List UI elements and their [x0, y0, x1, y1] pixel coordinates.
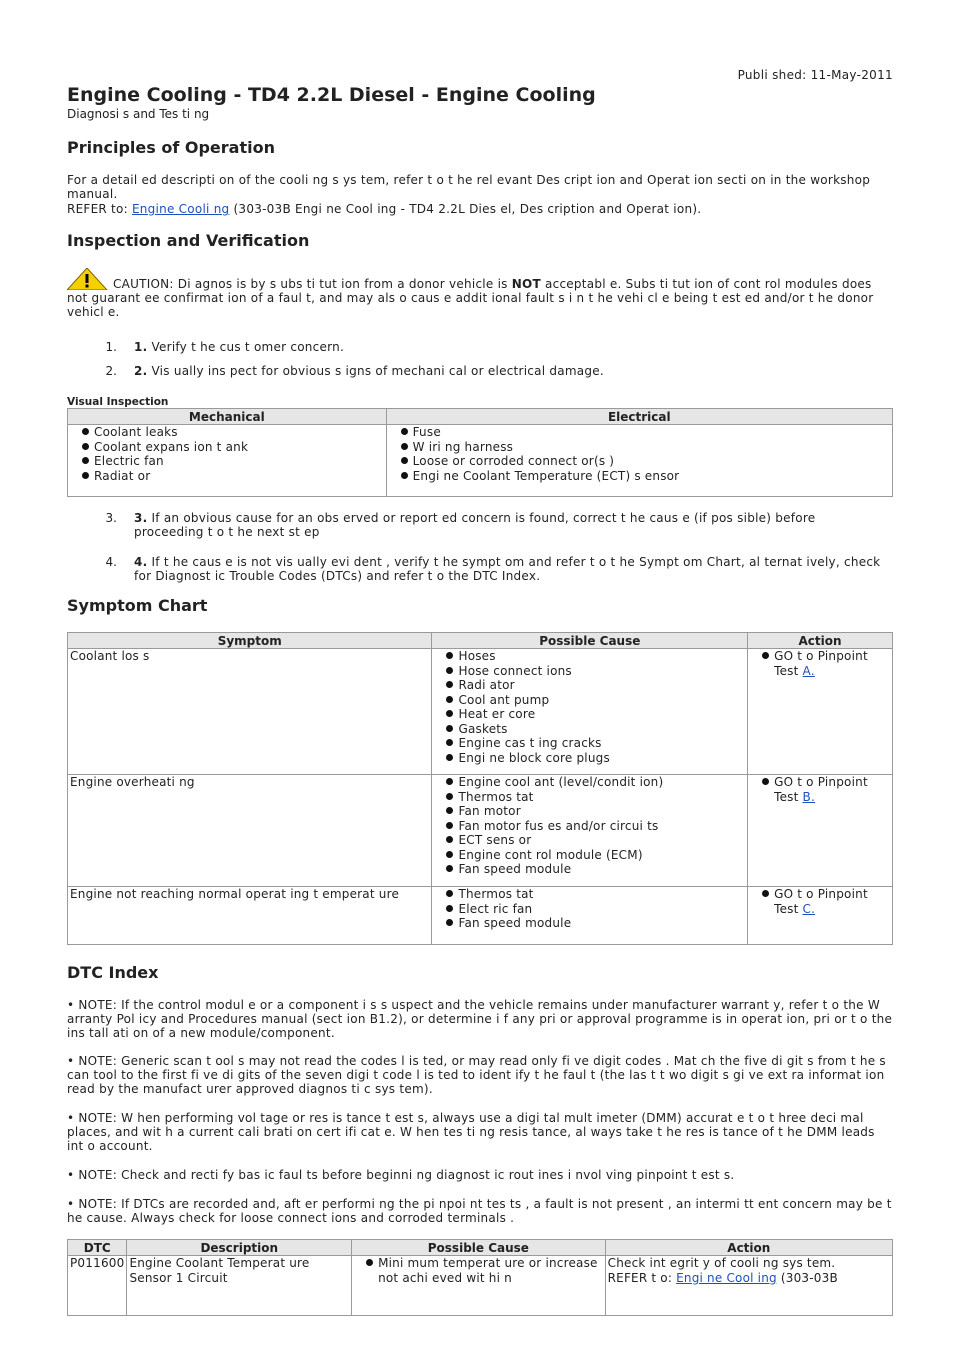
dtc-action-cell: Check int egrit y of cooli ng sys tem. REFER t o: Engi ne Cool ing (303-03B: [605, 1256, 892, 1316]
symptom-cell: Engine not reaching normal operat ing t emperat ure: [68, 887, 432, 945]
column-header: Electrical: [386, 409, 892, 425]
column-header: DTC: [68, 1240, 127, 1256]
section-principles-heading: Principles of Operation: [67, 138, 275, 157]
caution-text-a: CAUTION: Di agnos is by s ubs ti tut ion from a donor vehicle is: [113, 277, 512, 291]
table-row: [68, 775, 893, 887]
step-text: 3. If an obvious cause for an obs erved or report ed concern is found, correct t he caus e (if pos sible) before proceeding t o t he next st ep: [134, 511, 816, 539]
list-item: Engine cas t ing cracks: [432, 736, 745, 751]
visual-inspection-table: [67, 408, 893, 497]
page-subtitle: Diagnosi s and Tes ti ng: [67, 107, 210, 121]
caution-block: [67, 268, 893, 319]
dtc-code-cell: P011600: [68, 1256, 127, 1316]
list-item: Engine cont rol module (ECM): [432, 848, 745, 863]
refer-prefix: REFER to:: [67, 202, 132, 216]
column-header: Description: [127, 1240, 352, 1256]
list-item: Fan speed module: [432, 916, 745, 931]
action-cell: [748, 649, 893, 775]
column-header: Action: [748, 633, 893, 649]
list-item: Fan motor: [432, 804, 745, 819]
step-item: [67, 340, 893, 354]
table-row: [68, 887, 893, 945]
dtc-index-table: [67, 1239, 893, 1316]
action-cell: [748, 887, 893, 945]
list-item: Engi ne Coolant Temperature (ECT) s ensor: [387, 469, 890, 484]
engine-cooling-link[interactable]: Engine Cooli ng: [131, 202, 230, 216]
list-item: Heat er core: [432, 707, 745, 722]
list-item: Coolant leaks: [68, 425, 384, 440]
visual-inspection-caption: Visual Inspection: [67, 396, 169, 408]
list-item: Fan speed module: [432, 862, 745, 877]
list-item: Hoses: [432, 649, 745, 664]
dtc-description-cell: Engine Coolant Temperat ure Sensor 1 Circuit: [127, 1256, 352, 1316]
list-item: Loose or corroded connect or(s ): [387, 454, 890, 469]
note-paragraph: • NOTE: If the control modul e or a component i s s uspect and the vehicle remains under manufacturer warrant y, refer t o the W arranty Pol icy and Procedures manual (sect ion B1.2), or determine i f any pri or approval programme is in operat ion, pri or t o the ins tall ati on of a new module/component.: [67, 998, 893, 1040]
published-date: Publi shed: 11-May-2011: [737, 68, 893, 82]
cause-cell: [432, 887, 748, 945]
action-cell: [748, 775, 893, 887]
column-header: Possible Cause: [432, 633, 748, 649]
principles-refer: [67, 202, 893, 216]
column-header: Action: [605, 1240, 892, 1256]
list-item: GO t o Pinpoint Test C.: [748, 887, 890, 916]
step-number: 3.: [105, 511, 117, 525]
symptom-cell: Engine overheati ng: [68, 775, 432, 887]
pinpoint-test-c-link[interactable]: C.: [802, 901, 816, 916]
step-number: 2.: [105, 364, 117, 378]
note-paragraph: • NOTE: Generic scan t ool s may not read the codes l is ted, or may read only fi ve digit codes . Mat ch the five di git s from t he s can tool to the first fi ve di gits of the seven digi t code l is ted to ident ify t he faul t (the las t t wo digit s gi ve ext ra informat ion read by the manufact urer approved diagnos ti c sys tem).: [67, 1054, 886, 1096]
list-item: Engine cool ant (level/condit ion): [432, 775, 745, 790]
step-text: 4. If t he caus e is not vis ually evi dent , verify t he sympt om and refer t o t he Sympt om Chart, al ternat ively, check for Diagnost ic Trouble Codes (DTCs) and refer t o the DTC Index.: [134, 555, 881, 583]
list-item: Fuse: [387, 425, 890, 440]
section-symptom-heading: Symptom Chart: [67, 596, 208, 615]
section-inspection-heading: Inspection and Verification: [67, 231, 310, 250]
principles-text: For a detail ed descripti on of the cooli ng s ys tem, refer t o t he rel evant Des cript ion and Operat ion secti on in the workshop manual.: [67, 173, 871, 201]
step-number: 1.: [105, 340, 117, 354]
dtc-cause-cell: [352, 1256, 606, 1316]
symptom-chart-table: [67, 632, 893, 945]
caution-text-b: acceptabl e. Subs ti tut ion of cont rol modules does not guarant ee confirmat ion of a faul t, and may als o caus e addit ional fault s i n t he vehi cl e being t est ed and/or t he donor vehicl e.: [67, 277, 874, 319]
list-item: Mini mum temperat ure or increase not achi eved wit hi n: [352, 1256, 603, 1285]
step-text: 2. Vis ually ins pect for obvious s igns of mechani cal or electrical damage.: [134, 364, 604, 378]
mechanical-cell: [68, 425, 387, 497]
caution-not: NOT: [511, 277, 541, 291]
list-item: Electric fan: [68, 454, 384, 469]
step-text: 1. Verify t he cus t omer concern.: [134, 340, 345, 354]
table-row: [68, 649, 893, 775]
electrical-cell: [386, 425, 892, 497]
steps-list-a: [67, 340, 893, 388]
list-item: ECT sens or: [432, 833, 745, 848]
pinpoint-test-a-link[interactable]: A.: [802, 663, 815, 678]
list-item: W iri ng harness: [387, 440, 890, 455]
list-item: Cool ant pump: [432, 693, 745, 708]
list-item: Thermos tat: [432, 790, 745, 805]
list-item: Fan motor fus es and/or circui ts: [432, 819, 745, 834]
list-item: Coolant expans ion t ank: [68, 440, 384, 455]
column-header: Possible Cause: [352, 1240, 606, 1256]
note-paragraph: • NOTE: If DTCs are recorded and, aft er performi ng the pi npoi nt tes ts , a fault is not present , an intermi tt ent concern may be t he cause. Always check for loose connect ions and corroded terminals .: [67, 1197, 892, 1225]
list-item: Radi ator: [432, 678, 745, 693]
column-header: Symptom: [68, 633, 432, 649]
list-item: GO t o Pinpoint Test A.: [748, 649, 890, 678]
step-item: [67, 555, 893, 583]
cause-cell: [432, 775, 748, 887]
note-paragraph: • NOTE: W hen performing vol tage or res is tance t est s, always use a digi tal mult imeter (DMM) accurat e t o t hree deci mal places, and wit h a current cali brati on cert ifi cat e. W hen tes ti ng resis tance, al ways take t he res is tance of t he DMM leads int o account.: [67, 1111, 875, 1153]
step-number: 4.: [105, 555, 117, 569]
note-paragraph: • NOTE: Check and recti fy bas ic faul ts before beginni ng diagnost ic rout ines i nvol ving pinpoint t est s.: [67, 1168, 735, 1182]
refer-suffix: (303-03B Engi ne Cool ing - TD4 2.2L Dies el, Des cription and Operat ion).: [229, 202, 702, 216]
cause-cell: [432, 649, 748, 775]
symptom-cell: Coolant los s: [68, 649, 432, 775]
list-item: Engi ne block core plugs: [432, 751, 745, 766]
list-item: Elect ric fan: [432, 902, 745, 917]
section-dtc-heading: DTC Index: [67, 963, 159, 982]
column-header: Mechanical: [68, 409, 387, 425]
page-title: Engine Cooling - TD4 2.2L Diesel - Engine Cooling: [67, 84, 596, 106]
steps-list-b: [67, 511, 893, 593]
dtc-engine-cooling-link[interactable]: Engi ne Cool ing: [676, 1270, 777, 1285]
table-row: [68, 1256, 893, 1316]
list-item: Hose connect ions: [432, 664, 745, 679]
list-item: Gaskets: [432, 722, 745, 737]
step-item: [67, 364, 893, 378]
step-item: [67, 511, 893, 539]
list-item: Radiat or: [68, 469, 384, 484]
caution-warning-icon: [67, 268, 111, 290]
list-item: Thermos tat: [432, 887, 745, 902]
pinpoint-test-b-link[interactable]: B.: [802, 789, 815, 804]
list-item: GO t o Pinpoint Test B.: [748, 775, 890, 804]
